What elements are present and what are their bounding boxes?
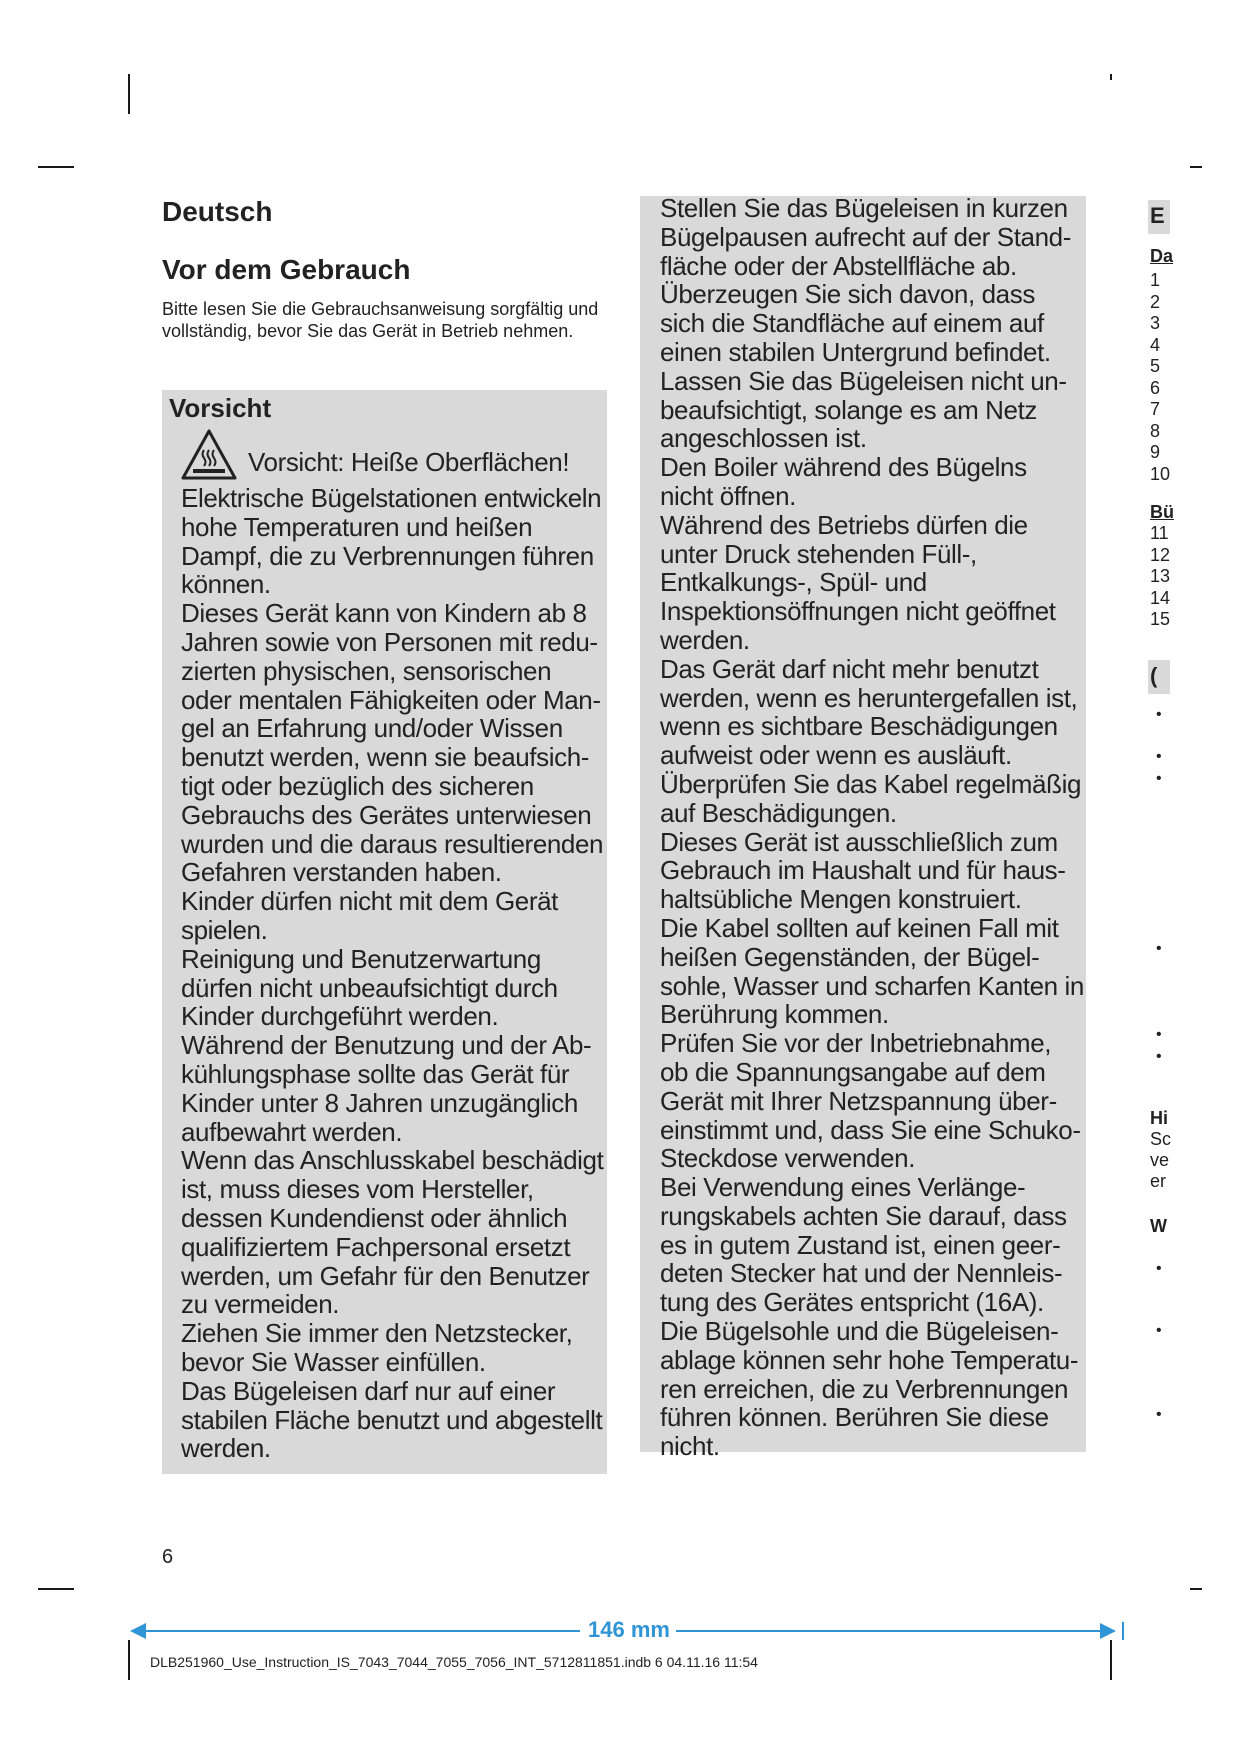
caution-paragraph: Wenn das Anschlusskabel beschädigt ist, muss dieses vom Hersteller, dessen Kundendienst oder ähnlich qualifiziertem Fachpersonal ersetzt werden, um Gefahr für den Benutzer zu vermeiden. [181,1145,604,1320]
next-page-number: 6 [1150,377,1161,398]
next-page-number: 15 [1150,609,1171,629]
next-page-bullet: • [1156,940,1162,957]
caution-paragraph: Das Gerät darf nicht mehr benutzt werden, wenn es heruntergefallen ist, wenn es sichtbare Beschädigungen aufweist oder wenn es ausläuft. Überprüfen Sie das Kabel regelmäßig auf Beschädigungen. [660,653,1082,828]
next-page-number: 7 [1150,399,1161,419]
next-page-number: 8 [1150,420,1161,441]
language-heading: Deutsch [162,196,273,227]
caution-paragraph: Den Boiler während des Bügelns nicht öffnen. [660,452,1027,511]
caution-paragraph: Das Bügeleisen darf nur auf einer stabilen Fläche benutzt und abgestellt werden. [181,1375,603,1464]
caution-paragraph: Kinder dürfen nicht mit dem Gerät spielen. [181,886,558,945]
intro-text: Bitte lesen Sie die Gebrauchsanweisung sorgfältig und vollständig, bevor Sie das Gerät in Betrieb nehmen. [162,299,599,341]
next-page-bullet: • [1156,1322,1162,1339]
caution-paragraph: Prüfen Sie vor der Inbetriebnahme, ob die Spannungsangabe auf dem Gerät mit Ihrer Netzspannung übereinstimmt und, dass Sie eine Schuko-Steckdose verwenden. [660,1028,1081,1174]
caution-paragraph: Stellen Sie das Bügeleisen in kurzen Bügelpausen aufrecht auf der Standfläche oder der Abstellfläche ab. Überzeugen Sie sich davon, dass sich die Standfläche auf einem auf einen stabilen Untergrund befindet. [660,193,1072,367]
next-page-number: 9 [1150,442,1161,462]
caution-paragraph: Dieses Gerät kann von Kindern ab 8 Jahren sowie von Personen mit reduzierten physischen, sensorischen oder mentalen Fähigkeiten oder Mangel an Erfahrung und/oder Wissen benutzt werden, wenn sie beaufsichtigt oder bezüglich des sicheren Gebrauchs des Gerätes unterwiesen wurden und die daraus resultierenden Gefahren verstanden haben. [181,598,604,888]
crop-mark [38,166,74,168]
next-page-heading: W [1150,1216,1167,1236]
next-page-bullet: • [1156,1260,1162,1277]
next-page-bullet: • [1156,1406,1162,1423]
caution-text-left [181,484,606,1463]
caution-paragraph: Ziehen Sie immer den Netzstecker, bevor Sie Wasser einfüllen. [181,1318,573,1377]
measure-end-tick [1122,1622,1124,1640]
caution-box-left [162,390,607,1474]
caution-paragraph: Bei Verwendung eines Verlängerungskabels achten Sie darauf, dass es in gutem Zustand ist, einen geerdeten Stecker hat und der Nennleistung des Gerätes entspricht (16A). [660,1172,1067,1318]
next-page-bullet: • [1156,1026,1162,1043]
next-page-number: 2 [1150,291,1161,312]
next-page-number: 14 [1150,587,1171,608]
caution-box-right [640,193,1086,1462]
next-page-section-letter: E [1150,203,1165,228]
next-page-note-line: ve [1150,1150,1170,1170]
caution-text-right [660,194,1085,1461]
next-page-bullet: • [1156,748,1162,765]
next-page-heading: Da [1150,246,1174,266]
next-page-number: 12 [1150,544,1171,565]
next-page-note-line: Sc [1150,1129,1172,1149]
caution-paragraph: Reinigung und Benutzerwartung dürfen nicht unbeaufsichtigt durch Kinder durchgeführt werden. [181,943,558,1032]
next-page-number: 5 [1150,356,1161,376]
next-page-number: 10 [1150,463,1171,484]
caution-title: Vorsicht [169,393,272,423]
caution-paragraph: Während der Benutzung und der Abkühlungsphase sollte das Gerät für Kinder unter 8 Jahren unzugänglich aufbewahrt werden. [181,1030,592,1147]
measure-line [146,1630,580,1632]
crop-mark [38,1588,74,1590]
measure-arrow-right [1100,1623,1116,1639]
next-page-number: 3 [1150,313,1161,333]
crop-mark [1110,1640,1112,1680]
next-page-strip [1148,196,1174,1448]
next-page-section-box [1148,200,1170,234]
print-footer: DLB251960_Use_Instruction_IS_7043_7044_7055_7056_INT_5712811851.indb 6 04.11.16 11:54 [150,1654,758,1670]
caution-paragraph: Die Kabel sollten auf keinen Fall mit heißen Gegenständen, der Bügelsohle, Wasser und scharfen Kanten in Berührung kommen. [660,912,1084,1030]
measure-line [676,1630,1100,1632]
next-page-number: 1 [1150,270,1161,290]
hot-surface-warning-icon [180,428,238,482]
next-page-bullet: • [1156,1048,1162,1065]
next-page-note-line: er [1150,1171,1167,1191]
hot-surface-warning-text: Vorsicht: Heiße Oberflächen! [248,447,570,477]
caution-paragraph: Lassen Sie das Bügeleisen nicht unbeaufsichtigt, solange es am Netz angeschlossen ist. [660,365,1068,454]
measure-arrow-left [130,1623,146,1639]
next-page-note-heading: Hi [1150,1108,1168,1128]
caution-paragraph: Elektrische Bügelstationen entwickeln hohe Temperaturen und heißen Dampf, die zu Verbrennungen führen können. [181,483,602,600]
next-page-bullet: • [1156,706,1162,723]
measure-label: 146 mm [588,1617,670,1642]
next-page-section-box [1148,660,1170,694]
next-page-bullet: • [1156,770,1162,787]
next-page-number: 13 [1150,566,1171,586]
next-page-section-letter: ( [1150,663,1158,688]
next-page-heading: Bü [1150,502,1174,522]
next-page-number: 11 [1150,523,1169,543]
next-page-number: 4 [1150,334,1161,355]
page-number: 6 [162,1546,174,1568]
page-title: Vor dem Gebrauch [162,254,411,285]
caution-paragraph: Während des Betriebs dürfen die unter Druck stehenden Füll-, Entkalkungs-, Spül- und Inspektionsöffnungen nicht geöffnet werden. [660,509,1056,655]
caution-paragraph: Die Bügelsohle und die Bügeleisenablage können sehr hohe Temperaturen erreichen, die zu Verbrennungen führen können. Berühren Sie diese nicht. [660,1316,1079,1462]
caution-paragraph: Dieses Gerät ist ausschließlich zum Gebrauch im Haushalt und für haushaltsübliche Mengen konstruiert. [660,826,1066,915]
crop-mark [128,1640,130,1680]
